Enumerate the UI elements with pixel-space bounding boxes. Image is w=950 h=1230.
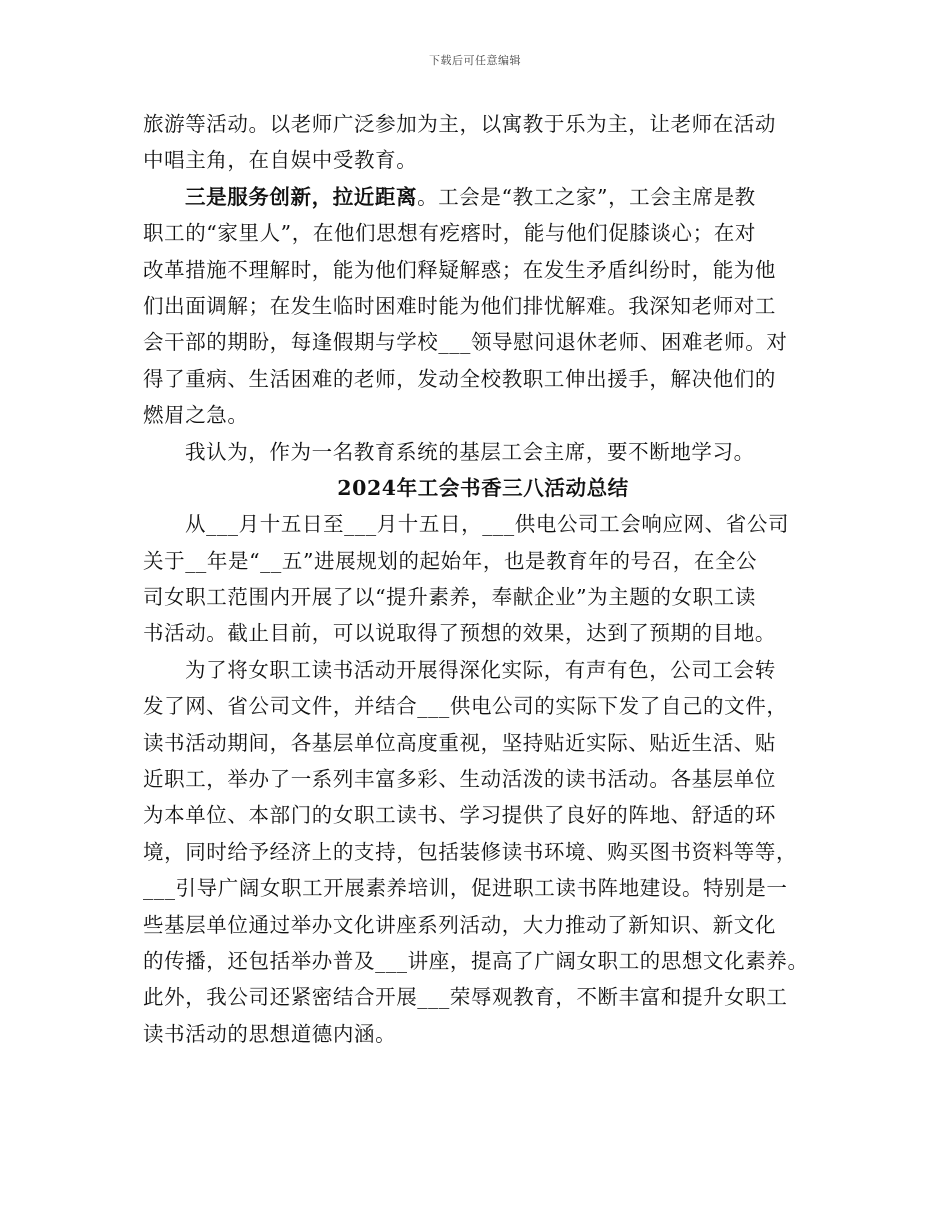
text-line: ___引导广阔女职工开展素养培训，促进职工读书阵地建设。特别是一 bbox=[143, 876, 788, 901]
text-line: 为了将女职工读书活动开展得深化实际，有声有色，公司工会转 bbox=[185, 657, 776, 682]
text-line: 得了重病、生活困难的老师，发动全校教职工伸出援手，解决他们的 bbox=[143, 366, 776, 391]
article-title: 2024年工会书香三八活动总结 bbox=[337, 475, 629, 500]
text-line: 为本单位、本部门的女职工读书、学习提供了良好的阵地、舒适的环 bbox=[143, 803, 776, 828]
text-line: 发了网、省公司文件，并结合___供电公司的实际下发了自己的文件， bbox=[143, 694, 788, 719]
text-line: 关于__年是“__五”进展规划的起始年，也是教育年的号召，在全公 bbox=[143, 548, 758, 573]
text-line: 此外，我公司还紧密结合开展___荣辱观教育，不断丰富和提升女职工 bbox=[143, 985, 788, 1010]
document-body bbox=[143, 106, 823, 1052]
text-line: 燃眉之急。 bbox=[143, 403, 249, 428]
text-line: 书活动。截止目前，可以说取得了预想的效果，达到了预期的目地。 bbox=[143, 621, 776, 646]
text-line: 会干部的期盼，每逢假期与学校___领导慰问退休老师、困难老师。对 bbox=[143, 330, 788, 355]
text-line: 改革措施不理解时，能为他们释疑解惑；在发生矛盾纠纷时，能为他 bbox=[143, 257, 776, 282]
text-line: 职工的“家里人”，在他们思想有疙瘩时，能与他们促膝谈心；在对 bbox=[143, 221, 756, 246]
text-line: 司女职工范围内开展了以“提升素养，奉献企业”为主题的女职工读 bbox=[143, 585, 756, 610]
text-line: 从___月十五日至___月十五日，___供电公司工会响应网、省公司 bbox=[185, 512, 790, 537]
text-line: 读书活动的思想道德内涵。 bbox=[143, 1021, 397, 1046]
text-line: 们出面调解；在发生临时困难时能为他们排忧解难。我深知老师对工 bbox=[143, 293, 776, 318]
text-line: 近职工，举办了一系列丰富多彩、生动活泼的读书活动。各基层单位 bbox=[143, 767, 776, 792]
text-line: 中唱主角，在自娱中受教育。 bbox=[143, 148, 418, 173]
text-line: 读书活动期间，各基层单位高度重视，坚持贴近实际、贴近生活、贴 bbox=[143, 730, 776, 755]
text-line: 的传播，还包括举办普及___讲座，提高了广阔女职工的思想文化素养。 bbox=[143, 948, 809, 973]
text-line: 些基层单位通过举办文化讲座系列活动，大力推动了新知识、新文化 bbox=[143, 912, 776, 937]
text-line: 我认为，作为一名教育系统的基层工会主席，要不断地学习。 bbox=[185, 439, 755, 464]
bold-heading: 三是服务创新，拉近距离 bbox=[185, 184, 418, 209]
text-line: 旅游等活动。以老师广泛参加为主，以寓教于乐为主，让老师在活动 bbox=[143, 112, 776, 136]
text-line: 境，同时给予经济上的支持，包括装修读书环境、购买图书资料等等， bbox=[143, 839, 798, 864]
page-header: 下载后可任意编辑 bbox=[429, 54, 521, 67]
paragraph-lead-line bbox=[143, 179, 823, 215]
text-span: 。工会是“教工之家”，工会主席是教 bbox=[417, 184, 756, 209]
